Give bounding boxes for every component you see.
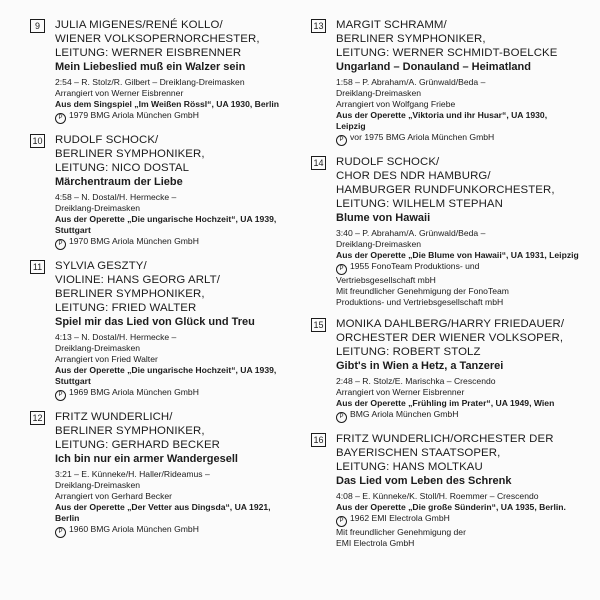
- info-text: 4:58 – N. Dostal/H. Hermecke –: [55, 192, 177, 202]
- track-title: Ich bin nur ein armer Wandergesell: [55, 453, 238, 465]
- performer-line: LEITUNG: WERNER SCHMIDT-BOELCKE: [336, 47, 558, 59]
- performer-line: WIENER VOLKSOPERNORCHESTER,: [55, 33, 260, 45]
- info-line: [336, 409, 579, 423]
- track-entry: [311, 155, 579, 308]
- track-number: 12: [30, 411, 45, 425]
- performer-line: LEITUNG: ROBERT STOLZ: [336, 346, 481, 358]
- performer-line: ORCHESTER DER WIENER VOLKSOPER,: [336, 332, 564, 344]
- track-entry: [30, 133, 298, 250]
- info-line: [55, 236, 298, 250]
- performer-line: CHOR DES NDR HAMBURG/: [336, 170, 491, 182]
- performer-line: BAYERISCHEN STAATSOPER,: [336, 447, 501, 459]
- info-text: Berlin: [55, 513, 80, 523]
- performer-line: LEITUNG: WERNER EISBRENNER: [55, 47, 242, 59]
- info-line: [336, 99, 579, 110]
- phonogram-copyright-icon: P: [336, 412, 347, 423]
- info-line: [55, 387, 298, 401]
- info-text: 1970 BMG Ariola München GmbH: [69, 236, 199, 246]
- source-line: [336, 250, 579, 261]
- phonogram-copyright-icon: P: [55, 239, 66, 250]
- info-text: Dreiklang-Dreimasken: [55, 480, 141, 490]
- info-line: [55, 77, 298, 88]
- info-text: Aus der Operette „Der Vetter aus Dingsda“, UA 1921,: [55, 502, 271, 512]
- info-text: 1960 BMG Ariola München GmbH: [69, 524, 199, 534]
- info-line: [336, 527, 579, 538]
- source-line: [336, 398, 579, 409]
- info-text: Produktions- und Vertriebsgesellschaft mbH: [336, 297, 504, 307]
- info-text: 4:08 – E. Künneke/K. Stoll/H. Roemmer – Crescendo: [336, 491, 539, 501]
- info-text: Aus der Operette „Die Blume von Hawaii“, UA 1931, Leipzig: [336, 250, 579, 260]
- info-text: Vertriebsgesellschaft mbH: [336, 275, 436, 285]
- source-line: [336, 110, 579, 132]
- source-line: [55, 214, 298, 225]
- performer-line: RUDOLF SCHOCK/: [55, 134, 159, 146]
- source-line: [55, 376, 298, 387]
- info-text: Mit freundlicher Genehmigung der FonoTeam: [336, 286, 509, 296]
- performer-line: MARGIT SCHRAMM/: [336, 19, 447, 31]
- info-line: [336, 376, 579, 387]
- info-line: [336, 387, 579, 398]
- info-text: Aus der Operette „Frühling im Prater“, UA 1949, Wien: [336, 398, 555, 408]
- track-title: Gibt's in Wien a Hetz, a Tanzerei: [336, 360, 504, 372]
- phonogram-copyright-icon: P: [55, 527, 66, 538]
- performer-line: BERLINER SYMPHONIKER,: [336, 33, 486, 45]
- info-text: Arrangiert von Werner Eisbrenner: [336, 387, 465, 397]
- track-number: 10: [30, 134, 45, 148]
- info-text: Arrangiert von Gerhard Becker: [55, 491, 173, 501]
- info-line: [55, 491, 298, 502]
- info-text: 1:58 – P. Abraham/A. Grünwald/Beda –: [336, 77, 486, 87]
- info-line: [336, 77, 579, 88]
- info-text: Aus der Operette „Die große Sünderin“, UA 1935, Berlin.: [336, 502, 566, 512]
- info-line: [55, 192, 298, 203]
- info-line: [336, 513, 579, 527]
- track-title: Ungarland – Donauland – Heimatland: [336, 61, 531, 73]
- performer-line: HAMBURGER RUNDFUNKORCHESTER,: [336, 184, 555, 196]
- info-text: 1962 EMI Electrola GmbH: [350, 513, 450, 523]
- source-line: [55, 502, 298, 513]
- info-line: [55, 203, 298, 214]
- performer-line: LEITUNG: HANS MOLTKAU: [336, 461, 483, 473]
- track-entry: [30, 18, 298, 124]
- performer-line: LEITUNG: GERHARD BECKER: [55, 439, 220, 451]
- right-column: [311, 18, 579, 558]
- track-number: 11: [30, 260, 45, 274]
- source-line: [336, 502, 579, 513]
- source-line: [55, 99, 298, 110]
- track-entry: [30, 410, 298, 538]
- info-line: [336, 132, 579, 146]
- performer-line: MONIKA DAHLBERG/HARRY FRIEDAUER/: [336, 318, 565, 330]
- info-text: Aus der Operette „Viktoria und ihr Husar“, UA 1930, Leipzig: [336, 110, 548, 131]
- performer-line: BERLINER SYMPHONIKER,: [55, 148, 205, 160]
- performer-line: FRITZ WUNDERLICH/: [55, 411, 173, 423]
- track-entry: [311, 317, 579, 423]
- phonogram-copyright-icon: P: [55, 113, 66, 124]
- info-line: [55, 110, 298, 124]
- source-line: [55, 513, 298, 524]
- info-line: [55, 343, 298, 354]
- info-line: [55, 354, 298, 365]
- track-number: 13: [311, 19, 326, 33]
- performer-line: VIOLINE: HANS GEORG ARLT/: [55, 274, 220, 286]
- info-line: [55, 524, 298, 538]
- info-text: Stuttgart: [55, 376, 91, 386]
- info-text: Aus dem Singspiel „Im Weißen Rössl“, UA 1930, Berlin: [55, 99, 279, 109]
- info-text: 3:21 – E. Künneke/H. Haller/Rideamus –: [55, 469, 210, 479]
- info-text: Arrangiert von Fried Walter: [55, 354, 158, 364]
- track-number: 14: [311, 156, 326, 170]
- track-entry: [311, 432, 579, 549]
- phonogram-copyright-icon: P: [336, 516, 347, 527]
- info-text: Arrangiert von Werner Eisbrenner: [55, 88, 184, 98]
- info-text: Aus der Operette „Die ungarische Hochzeit“, UA 1939,: [55, 365, 277, 375]
- track-title: Mein Liebeslied muß ein Walzer sein: [55, 61, 246, 73]
- source-line: [55, 225, 298, 236]
- info-text: 3:40 – P. Abraham/A. Grünwald/Beda –: [336, 228, 486, 238]
- track-entry: [311, 18, 579, 146]
- track-title: Märchentraum der Liebe: [55, 176, 183, 188]
- performer-line: JULIA MIGENES/RENÉ KOLLO/: [55, 19, 223, 31]
- performer-line: SYLVIA GESZTY/: [55, 260, 147, 272]
- info-text: 1955 FonoTeam Produktions- und: [350, 261, 480, 271]
- info-line: [336, 239, 579, 250]
- info-line: [336, 297, 579, 308]
- performer-line: LEITUNG: FRIED WALTER: [55, 302, 197, 314]
- phonogram-copyright-icon: P: [55, 390, 66, 401]
- info-line: [55, 469, 298, 480]
- info-line: [55, 88, 298, 99]
- performer-line: FRITZ WUNDERLICH/ORCHESTER DER: [336, 433, 554, 445]
- info-line: [336, 228, 579, 239]
- info-text: Mit freundlicher Genehmigung der: [336, 527, 466, 537]
- info-line: [336, 88, 579, 99]
- track-title: Das Lied vom Leben des Schrenk: [336, 475, 512, 487]
- track-number: 16: [311, 433, 326, 447]
- info-text: 2:54 – R. Stolz/R. Gilbert – Dreiklang-Dreimasken: [55, 77, 245, 87]
- info-text: BMG Ariola München GmbH: [350, 409, 459, 419]
- performer-line: BERLINER SYMPHONIKER,: [55, 425, 205, 437]
- performer-line: LEITUNG: NICO DOSTAL: [55, 162, 190, 174]
- info-text: 1979 BMG Ariola München GmbH: [69, 110, 199, 120]
- track-title: Blume von Hawaii: [336, 212, 431, 224]
- info-text: 4:13 – N. Dostal/H. Hermecke –: [55, 332, 177, 342]
- info-line: [336, 275, 579, 286]
- info-text: 2:48 – R. Stolz/E. Marischka – Crescendo: [336, 376, 496, 386]
- track-entry: [30, 259, 298, 401]
- info-text: Aus der Operette „Die ungarische Hochzeit“, UA 1939,: [55, 214, 277, 224]
- performer-line: BERLINER SYMPHONIKER,: [55, 288, 205, 300]
- performer-line: LEITUNG: WILHELM STEPHAN: [336, 198, 503, 210]
- performer-line: RUDOLF SCHOCK/: [336, 156, 440, 168]
- track-number: 15: [311, 318, 326, 332]
- info-text: EMI Electrola GmbH: [336, 538, 415, 548]
- info-text: vor 1975 BMG Ariola München GmbH: [350, 132, 495, 142]
- phonogram-copyright-icon: P: [336, 135, 347, 146]
- phonogram-copyright-icon: P: [336, 264, 347, 275]
- info-text: Dreiklang-Dreimasken: [336, 239, 422, 249]
- info-line: [336, 491, 579, 502]
- info-line: [55, 332, 298, 343]
- info-text: Stuttgart: [55, 225, 91, 235]
- left-column: [30, 18, 298, 547]
- info-text: Arrangiert von Wolfgang Friebe: [336, 99, 456, 109]
- track-title: Spiel mir das Lied von Glück und Treu: [55, 316, 255, 328]
- source-line: [55, 365, 298, 376]
- info-line: [336, 261, 579, 275]
- info-text: Dreiklang-Dreimasken: [55, 203, 141, 213]
- track-number: 9: [30, 19, 45, 33]
- info-line: [336, 538, 579, 549]
- info-line: [336, 286, 579, 297]
- info-text: 1969 BMG Ariola München GmbH: [69, 387, 199, 397]
- info-text: Dreiklang-Dreimasken: [55, 343, 141, 353]
- info-text: Dreiklang-Dreimasken: [336, 88, 422, 98]
- info-line: [55, 480, 298, 491]
